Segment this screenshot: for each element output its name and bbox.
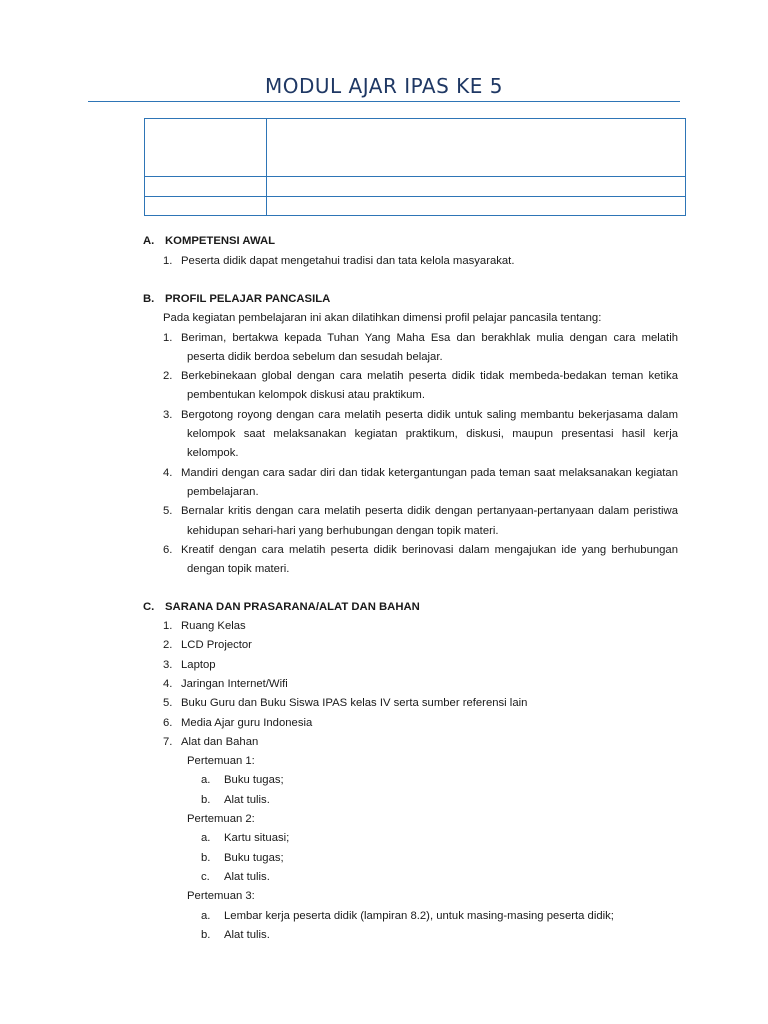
section-heading xyxy=(143,293,330,305)
list-number: 3. xyxy=(163,408,173,421)
list-item-line: kehidupan sehari-hari yang berhubungan dengan topik materi. xyxy=(187,524,499,537)
sub-list-item: Alat tulis. xyxy=(224,928,270,941)
list-item: Alat dan Bahan xyxy=(181,735,259,748)
table-cell xyxy=(145,197,267,216)
section-title: SARANA DAN PRASARANA/ALAT DAN BAHAN xyxy=(165,601,420,613)
list-number: 1. xyxy=(163,255,173,267)
list-number: 4. xyxy=(163,677,173,690)
sub-list-letter: b. xyxy=(201,793,211,806)
sub-list-item: Buku tugas; xyxy=(224,774,284,787)
list-item-line: Kreatif dengan cara melatih peserta didik berinovasi dalam mengajukan ide yang berhubungan xyxy=(181,543,678,556)
sub-list-item: Buku tugas; xyxy=(224,851,284,864)
title-underline xyxy=(88,101,680,102)
table-cell xyxy=(145,177,267,197)
list-item: Peserta didik dapat mengetahui tradisi dan tata kelola masyarakat. xyxy=(181,255,515,267)
sub-list-letter: b. xyxy=(201,928,211,941)
list-number: 5. xyxy=(163,697,173,710)
sub-list-item: Alat tulis. xyxy=(224,870,270,883)
list-item: Media Ajar guru Indonesia xyxy=(181,716,313,729)
list-number: 4. xyxy=(163,466,173,479)
table-cell xyxy=(267,177,686,197)
meeting-label: Pertemuan 2: xyxy=(187,813,255,825)
section-letter: A. xyxy=(143,235,155,247)
table-cell xyxy=(267,119,686,177)
list-item-line: Beriman, bertakwa kepada Tuhan Yang Maha Esa dan berakhlak mulia dengan cara melatih xyxy=(181,331,678,344)
list-item-line: pembelajaran. xyxy=(187,485,259,498)
section-letter: C. xyxy=(143,601,155,613)
list-item: Buku Guru dan Buku Siswa IPAS kelas IV serta sumber referensi lain xyxy=(181,697,528,710)
list-item: Ruang Kelas xyxy=(181,620,246,632)
identity-table xyxy=(144,118,686,216)
list-number: 5. xyxy=(163,505,173,518)
section-title: PROFIL PELAJAR PANCASILA xyxy=(165,293,331,305)
list-item-line: Bergotong royong dengan cara melatih peserta didik untuk saling membantu bekerjasama dalam xyxy=(181,408,678,421)
section-title: KOMPETENSI AWAL xyxy=(165,235,276,247)
list-number: 6. xyxy=(163,543,173,556)
sub-list-letter: c. xyxy=(201,870,210,883)
sub-list-letter: a. xyxy=(201,909,211,922)
list-item: Laptop xyxy=(181,658,216,671)
sub-list-letter: a. xyxy=(201,774,211,787)
list-number: 3. xyxy=(163,658,173,671)
list-number: 1. xyxy=(163,331,173,344)
meeting-label: Pertemuan 3: xyxy=(187,890,255,903)
section-intro: Pada kegiatan pembelajaran ini akan dilatihkan dimensi profil pelajar pancasila tentang: xyxy=(163,312,602,324)
section-letter: B. xyxy=(143,293,155,305)
section-heading xyxy=(143,601,420,613)
list-item-line: Bernalar kritis dengan cara melatih peserta didik dengan pertanyaan-pertanyaan dalam peristiwa xyxy=(181,505,678,518)
list-item: Jaringan Internet/Wifi xyxy=(181,677,288,690)
list-item-line: peserta didik berdoa sebelum dan sesudah belajar. xyxy=(187,350,443,363)
list-number: 2. xyxy=(163,639,173,652)
list-number: 7. xyxy=(163,735,173,748)
list-number: 2. xyxy=(163,370,173,383)
sub-list-letter: a. xyxy=(201,832,211,845)
sub-list-item: Alat tulis. xyxy=(224,793,270,806)
list-number: 1. xyxy=(163,620,173,632)
sub-list-item: Kartu situasi; xyxy=(224,832,290,845)
list-item-line: kelompok saat melaksanakan kegiatan praktikum, diskusi, maupun presentasi hasil kerja xyxy=(187,428,678,440)
list-number: 6. xyxy=(163,716,173,729)
table-cell xyxy=(267,197,686,216)
page-title: MODUL AJAR IPAS KE 5 xyxy=(265,74,503,98)
meeting-label: Pertemuan 1: xyxy=(187,755,255,768)
list-item-line: Mandiri dengan cara sadar diri dan tidak ketergantungan pada teman saat melaksanakan kegiatan xyxy=(181,466,678,479)
sub-list-letter: b. xyxy=(201,851,211,864)
sub-list-item: Lembar kerja peserta didik (lampiran 8.2), untuk masing-masing peserta didik; xyxy=(224,909,614,922)
list-item: LCD Projector xyxy=(181,639,252,652)
section-heading xyxy=(143,235,275,247)
list-item-line: dengan topik materi. xyxy=(187,563,290,576)
table-cell xyxy=(145,119,267,177)
list-item-line: Berkebinekaan global dengan cara melatih peserta didik tidak membeda-bedakan teman ketika xyxy=(181,370,678,383)
list-item-line: pembentukan kelompok diskusi atau praktikum. xyxy=(187,389,425,402)
list-item-line: kelompok. xyxy=(187,447,239,460)
